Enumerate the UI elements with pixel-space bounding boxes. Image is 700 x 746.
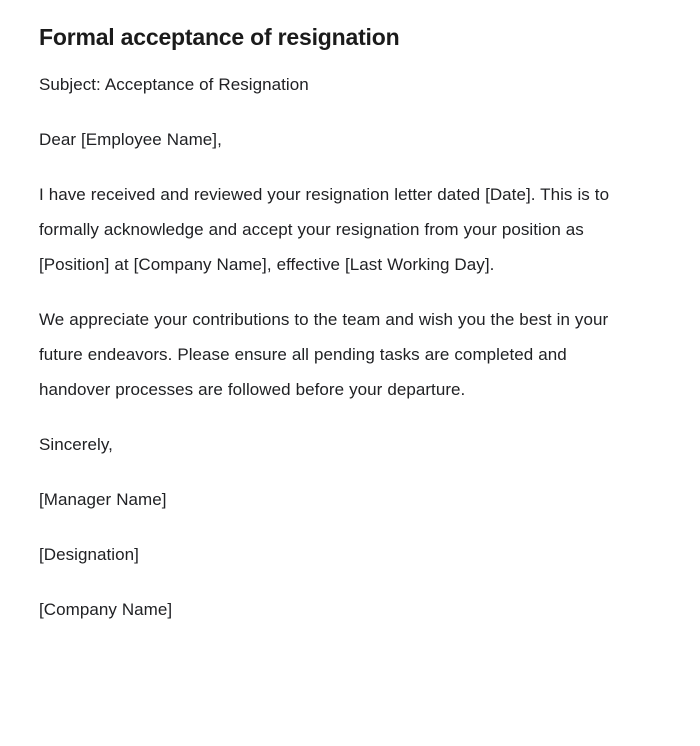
appreciation-body: We appreciate your contributions to the team and wish you the best in your future endeavors. Please ensure all pending tasks are completed and handover processes are followed before your departure. xyxy=(39,310,609,399)
acknowledgement-body: I have received and reviewed your resignation letter dated [Date]. This is to formally acknowledge and accept your resignation from your position as [Position] at [Company Name], effective [Last Working Day]. xyxy=(39,185,610,274)
salutation: Dear [Employee Name], xyxy=(39,130,222,149)
signature-designation: [Designation] xyxy=(39,545,139,564)
signature-manager-name: [Manager Name] xyxy=(39,490,167,509)
subject-line: Subject: Acceptance of Resignation xyxy=(39,75,309,94)
letter-body xyxy=(39,67,639,627)
signature-company-name: [Company Name] xyxy=(39,600,173,619)
page-title: Formal acceptance of resignation xyxy=(39,24,400,50)
closing: Sincerely, xyxy=(39,435,113,454)
